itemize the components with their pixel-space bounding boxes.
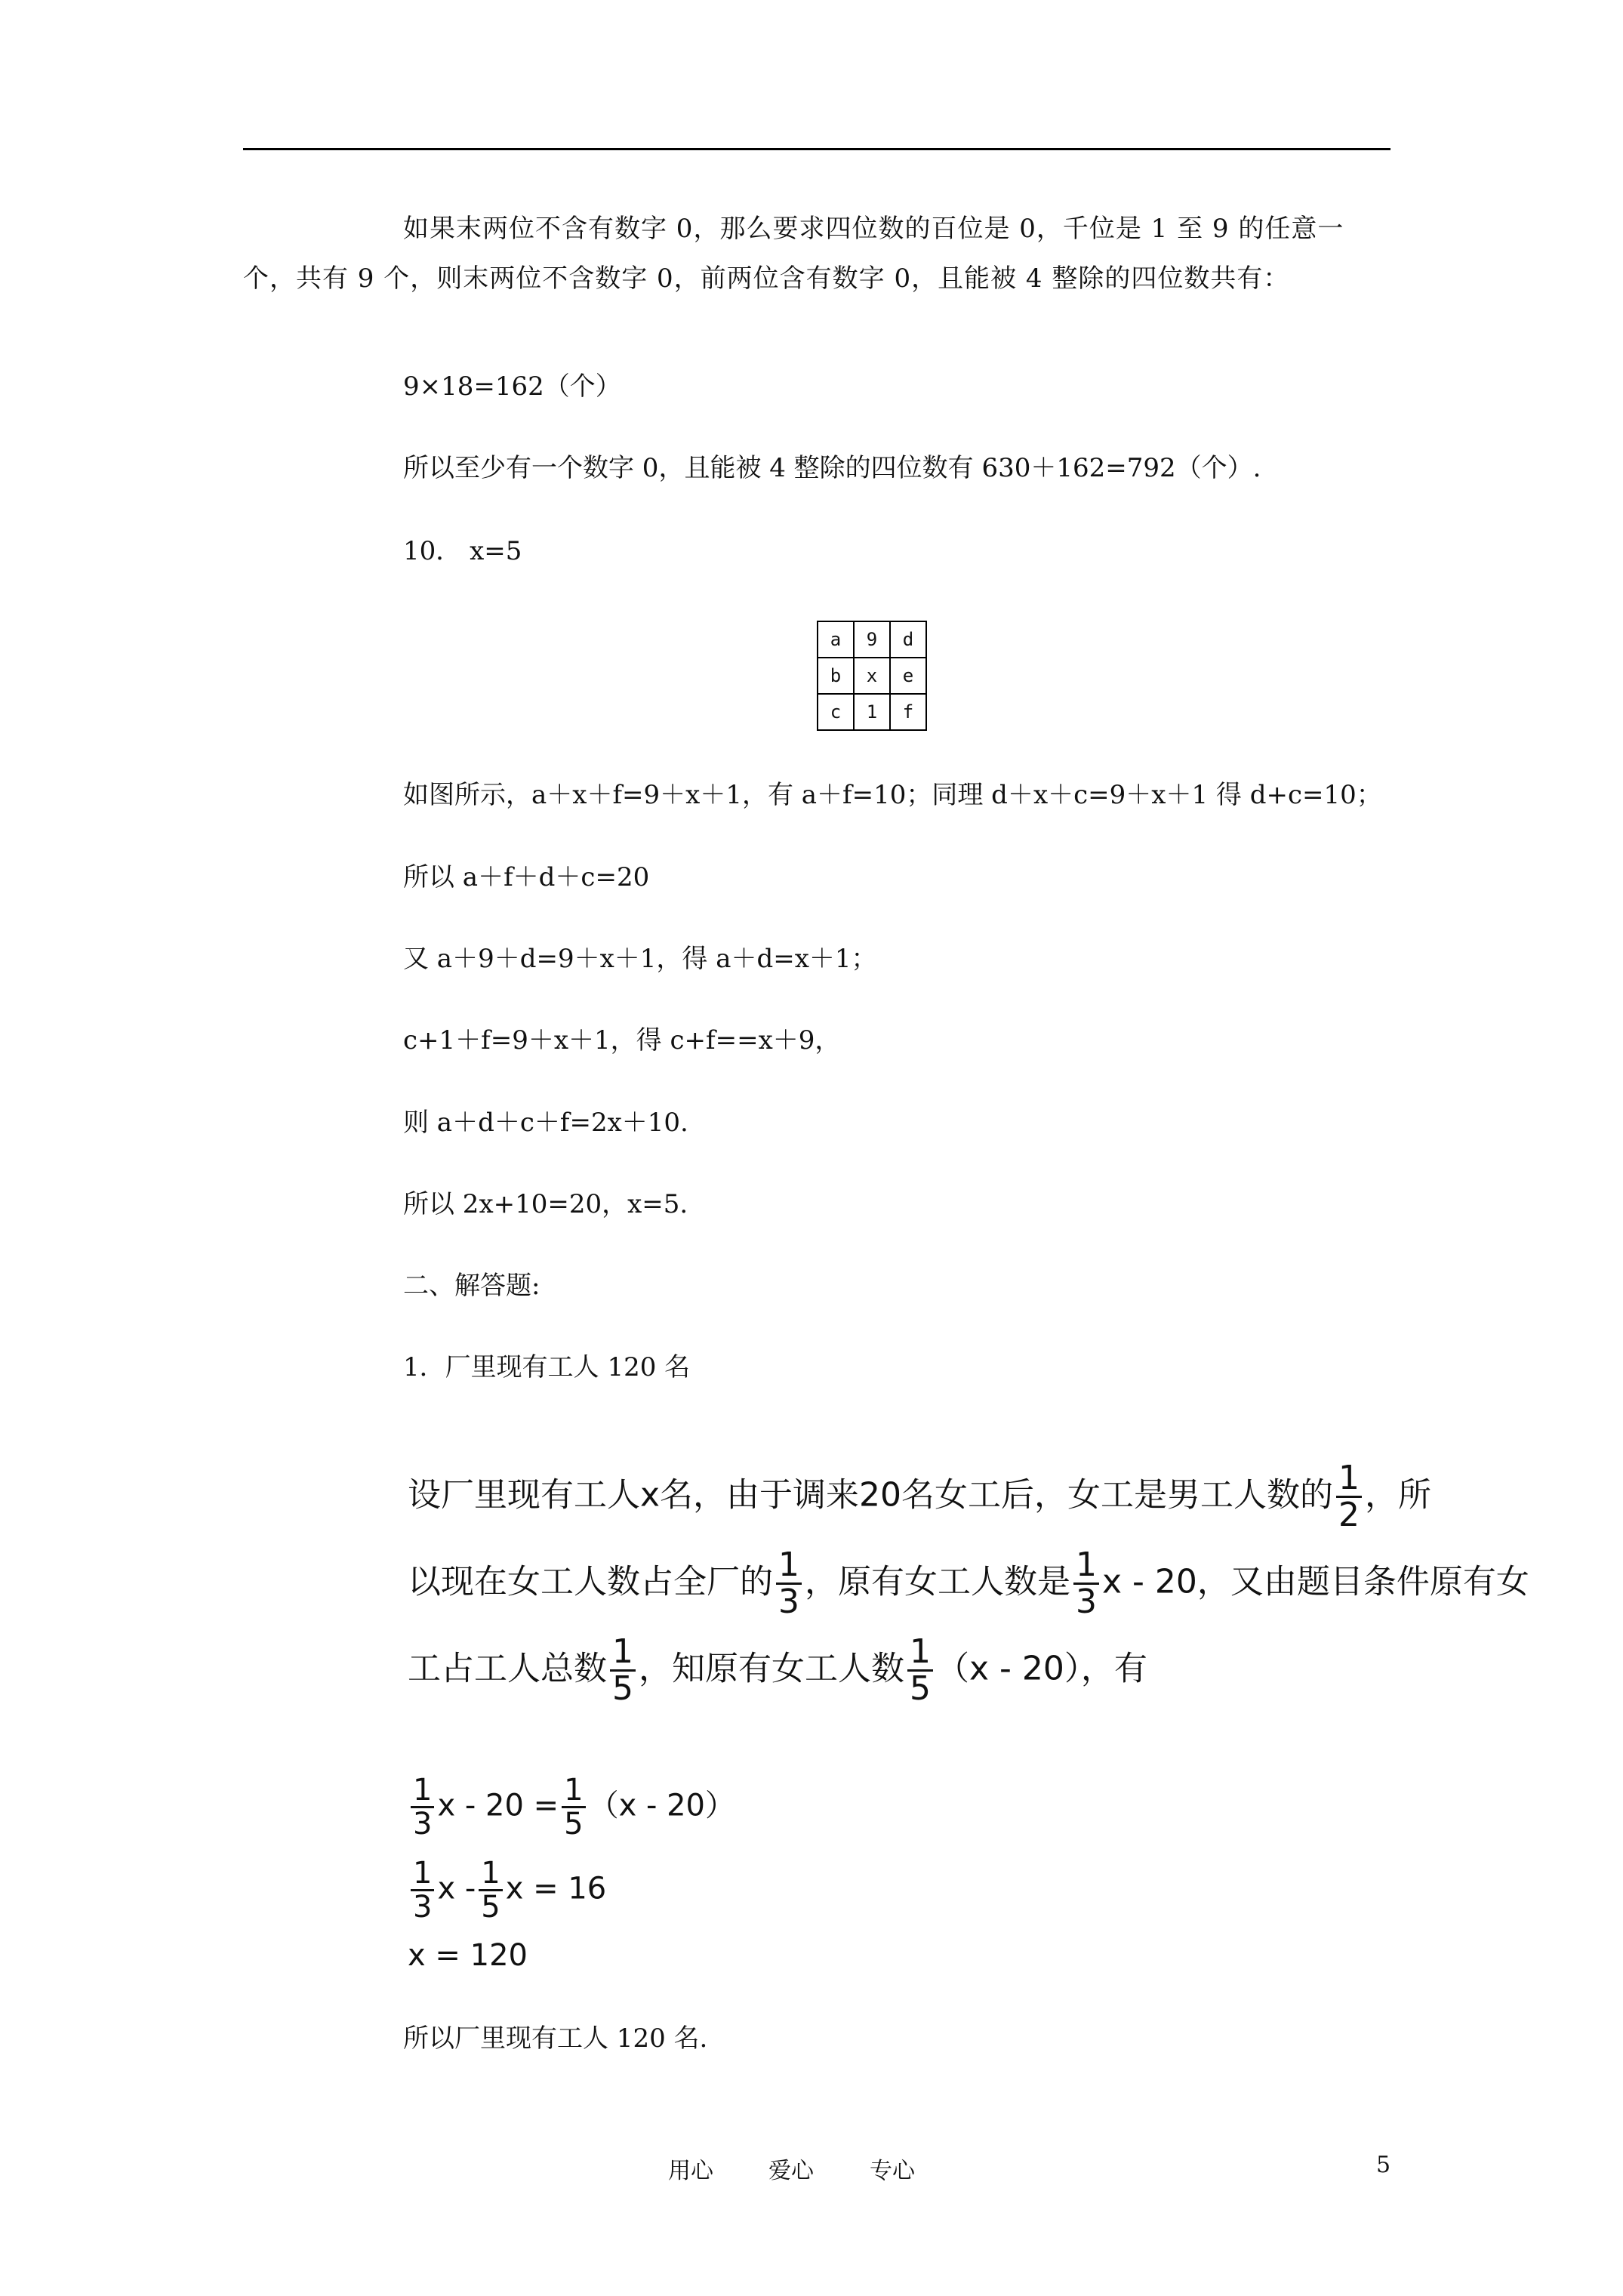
conclusion-line: 所以厂里现有工人 120 名. — [403, 2023, 708, 2054]
x-line: 所以 2x+10=20，x=5. — [403, 1189, 688, 1219]
numerator: 1 — [907, 1635, 933, 1672]
grid-cell: a — [818, 621, 854, 658]
denominator: 5 — [564, 1807, 584, 1841]
section-heading: 二、解答题: — [403, 1271, 540, 1301]
grid-cell: 9 — [854, 621, 890, 658]
footer-word-3: 专心 — [870, 2158, 915, 2184]
sum-line: 所以 a＋f＋d＋c=20 — [403, 862, 650, 892]
then-line: 则 a＋d＋c＋f=2x＋10. — [403, 1108, 688, 1138]
again-line: 又 a＋9＋d=9＋x＋1，得 a＋d=x＋1； — [403, 944, 877, 974]
equation-3: x = 120 — [408, 1938, 528, 1973]
equation-text: x - 20 = — [437, 1788, 559, 1823]
equation-text: x = 16 — [505, 1871, 607, 1906]
fraction-third — [411, 1774, 434, 1840]
grid-cell: c — [818, 694, 854, 730]
denominator: 3 — [413, 1890, 433, 1925]
fraction-fifth — [562, 1774, 585, 1840]
numerator: 1 — [562, 1774, 585, 1808]
numerator: 1 — [411, 1774, 434, 1808]
numerator: 1 — [610, 1635, 636, 1672]
denominator: 5 — [612, 1669, 633, 1709]
grid-cell: f — [890, 694, 926, 730]
denominator: 3 — [778, 1583, 799, 1622]
fraction-fifth — [907, 1632, 933, 1709]
denominator: 3 — [413, 1807, 433, 1841]
footer-word-1: 用心 — [668, 2158, 713, 2184]
denominator: 5 — [910, 1669, 931, 1709]
fraction-third — [776, 1548, 802, 1620]
numerator: 1 — [1336, 1461, 1362, 1498]
denominator: 3 — [1076, 1583, 1097, 1622]
solution-text: 工占工人总数 — [408, 1649, 607, 1688]
total-line: 所以至少有一个数字 0，且能被 4 整除的四位数有 630＋162=792（个）. — [403, 453, 1261, 483]
equation-1 — [408, 1774, 735, 1840]
grid-cell: 1 — [854, 694, 890, 730]
question-1: 1．厂里现有工人 120 名 — [403, 1352, 691, 1382]
numerator: 1 — [776, 1548, 802, 1585]
solution-line-3 — [408, 1632, 1464, 1709]
fraction-fifth — [479, 1857, 502, 1923]
equation-2 — [408, 1857, 606, 1923]
solution-text: ，所 — [1365, 1475, 1432, 1515]
solution-text: （x - 20），有 — [936, 1649, 1147, 1688]
solution-line-1 — [408, 1461, 1464, 1533]
fraction-third — [1073, 1548, 1099, 1620]
grid-cell: x — [854, 658, 890, 694]
paragraph-1: 如果末两位不含有数字 0，那么要求四位数的百位是 0，千位是 1 至 9 的任意一个，共有 9 个，则末两位不含数字 0，前两位含有数字 0，且能被 4 整除的四位数共有： — [243, 214, 1344, 294]
grid-cell: d — [890, 621, 926, 658]
footer-word-2: 爱心 — [768, 2158, 814, 2184]
denominator: 5 — [481, 1890, 500, 1925]
numerator: 1 — [1073, 1548, 1099, 1585]
solution-text: x - 20，又由题目条件原有女 — [1102, 1562, 1529, 1601]
fraction-fifth — [610, 1632, 636, 1709]
equation-text: （x - 20） — [588, 1788, 736, 1823]
item-10: 10． x=5 — [403, 536, 522, 566]
number-grid — [817, 621, 927, 731]
solution-line-2 — [408, 1546, 1529, 1622]
solution-text: 设厂里现有工人x名，由于调来20名女工后，女工是男工人数的 — [408, 1475, 1334, 1515]
fraction-half — [1336, 1461, 1362, 1533]
solution-text: ，知原有女工人数 — [639, 1649, 904, 1688]
grid-cell: e — [890, 658, 926, 694]
page-number: 5 — [1376, 2152, 1391, 2178]
denominator: 2 — [1338, 1496, 1360, 1535]
header-rule — [243, 148, 1390, 150]
grid-cell: b — [818, 658, 854, 694]
fraction-third — [411, 1857, 434, 1923]
calc-line-1: 9×18=162（个） — [403, 371, 621, 402]
numerator: 1 — [479, 1857, 502, 1891]
c-line: c+1＋f=9＋x＋1，得 c+f==x＋9， — [403, 1025, 841, 1056]
solution-text: ，原有女工人数是 — [805, 1562, 1070, 1601]
solution-text: 以现在女工人数占全厂的 — [408, 1562, 773, 1601]
figure-line: 如图所示，a＋x＋f=9＋x＋1，有 a＋f=10；同理 d＋x＋c=9＋x＋1 得 d+c=10； — [403, 780, 1382, 810]
numerator: 1 — [411, 1857, 434, 1891]
equation-text: x - — [437, 1871, 476, 1906]
